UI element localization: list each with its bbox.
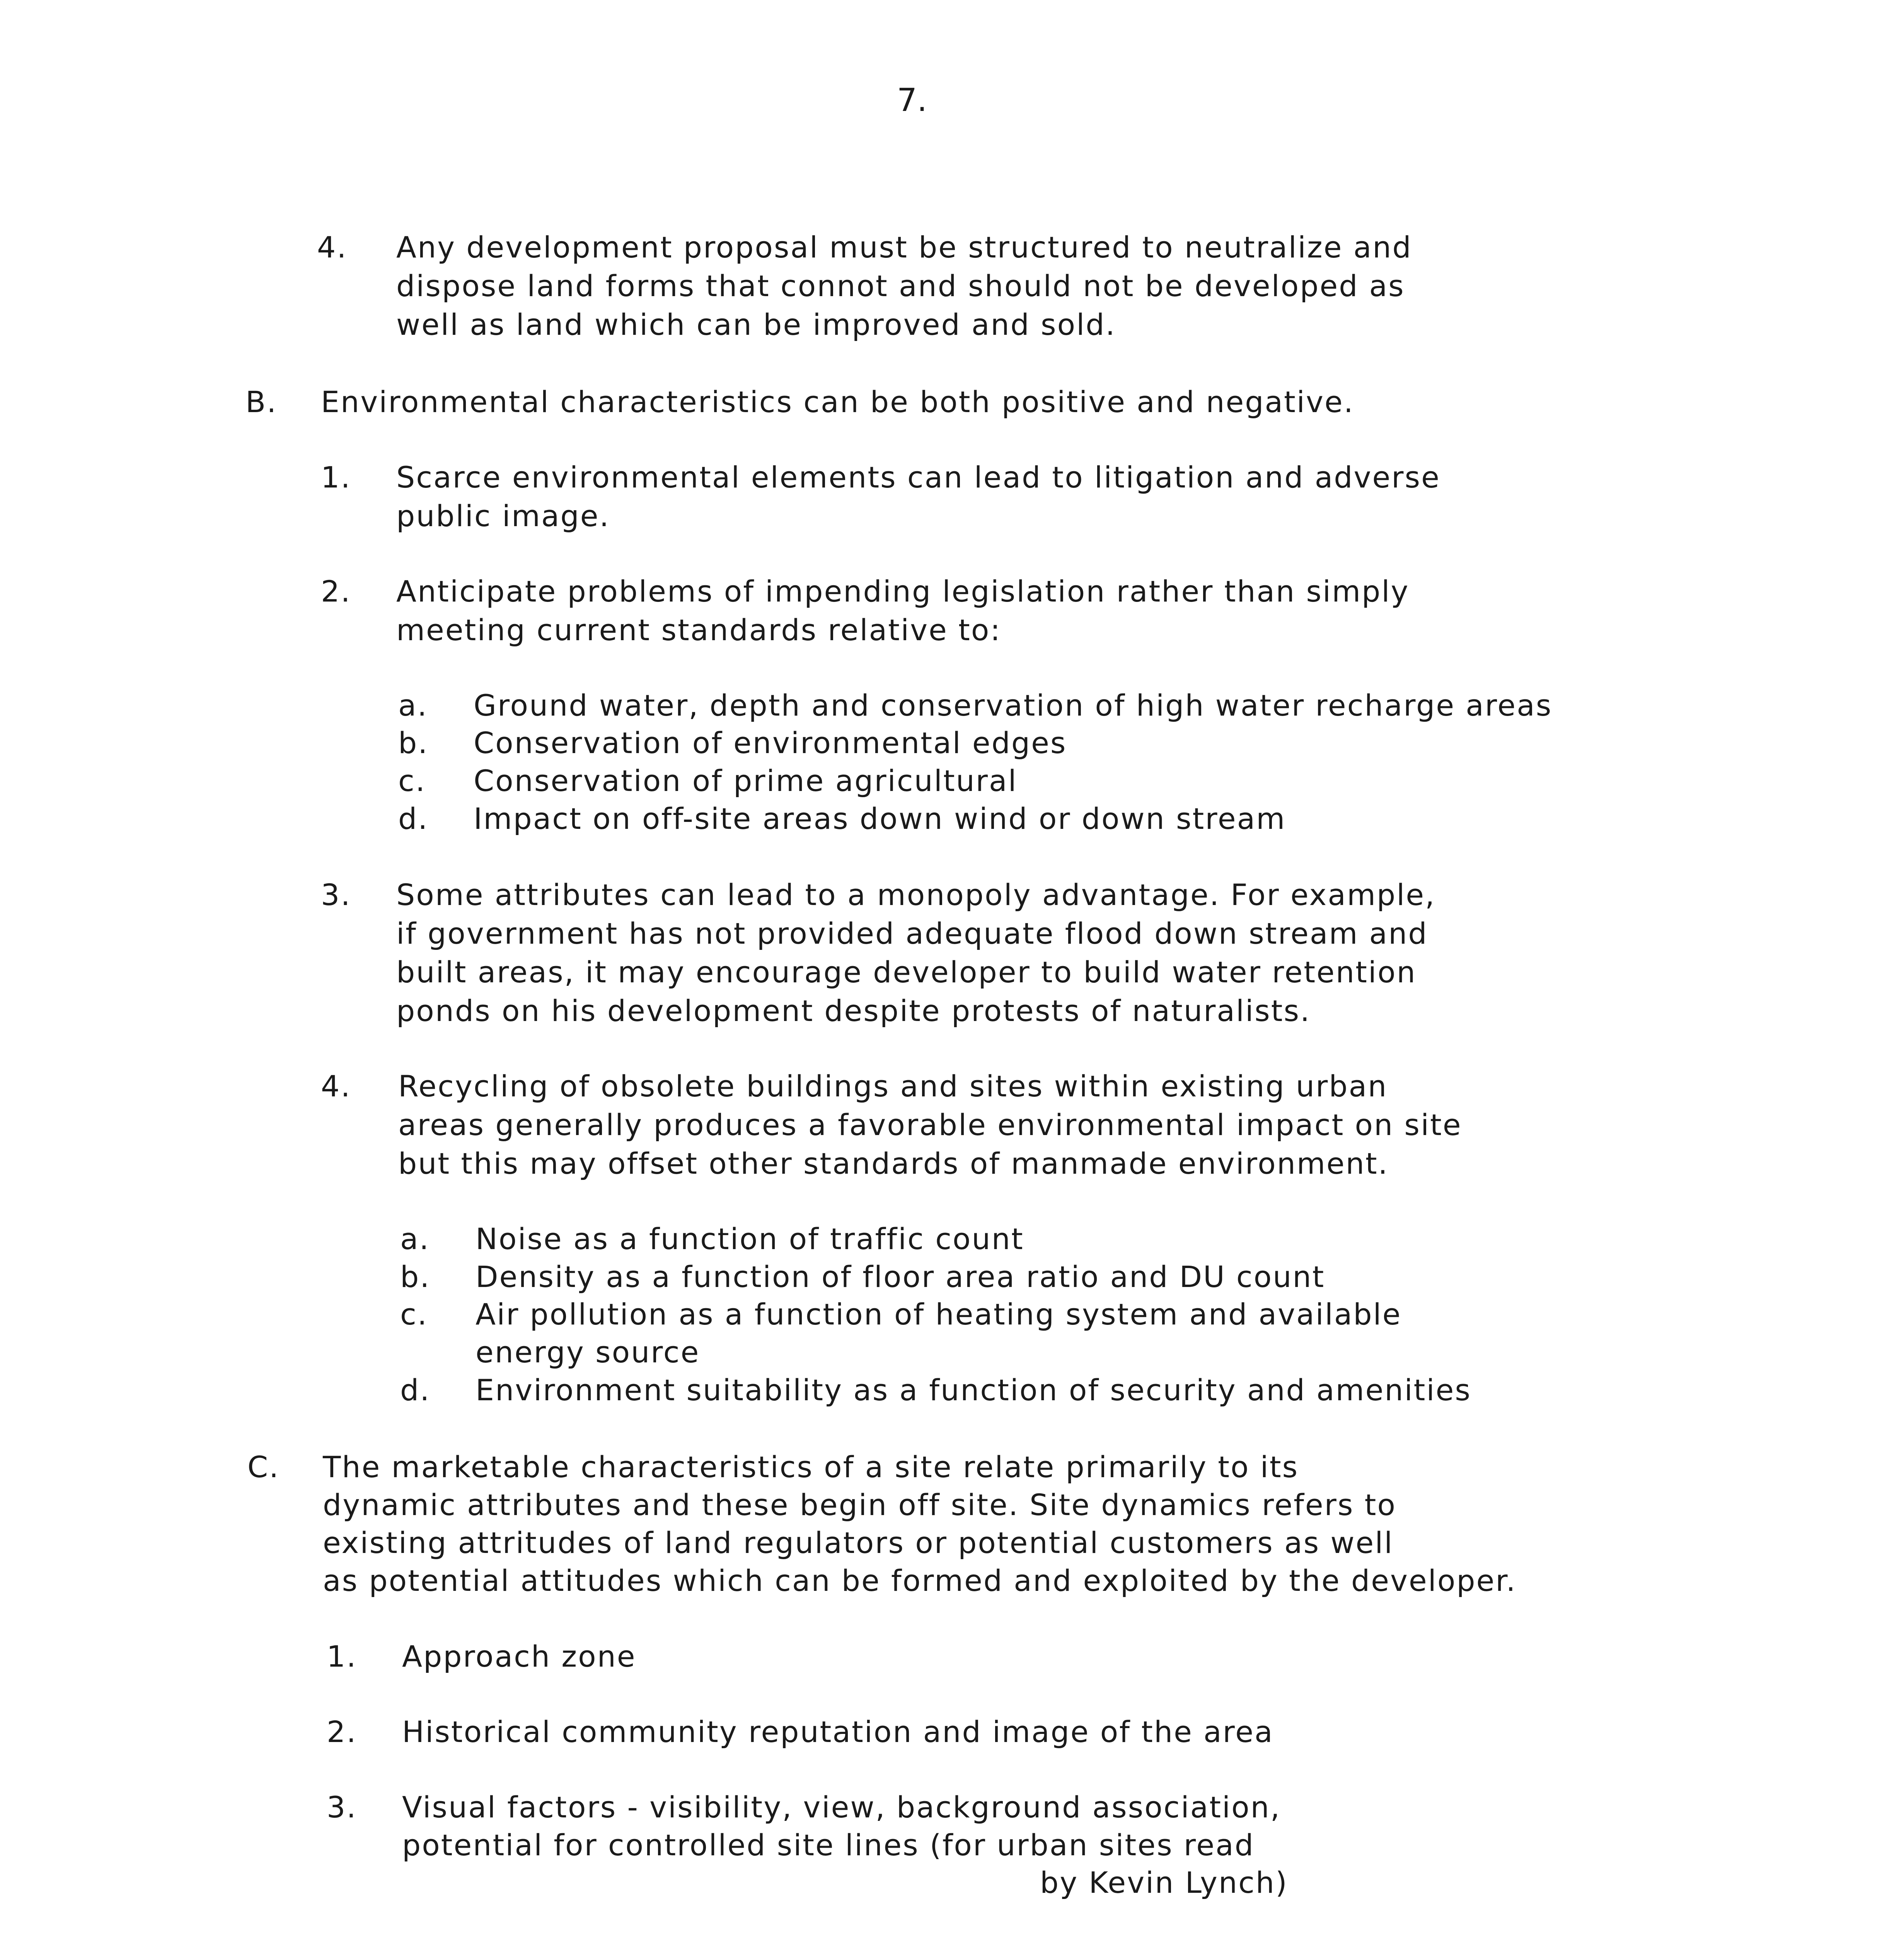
item-marker: 1. xyxy=(327,1639,357,1674)
subitem-marker: c. xyxy=(400,1297,428,1331)
item-marker: 2. xyxy=(321,574,351,609)
paragraph-line: Any development proposal must be structured to neutralize and xyxy=(396,230,1412,264)
subitem-marker: a. xyxy=(400,1222,430,1256)
subitem-marker: d. xyxy=(400,1373,431,1407)
page-number: 7. xyxy=(897,82,927,119)
subitem-marker: b. xyxy=(398,726,429,760)
item-marker: 1. xyxy=(321,460,351,494)
paragraph-line: but this may offset other standards of manmade environment. xyxy=(398,1146,1389,1181)
subitem-line: Impact on off-site areas down wind or down stream xyxy=(474,801,1286,836)
subitem-marker: a. xyxy=(398,688,428,723)
subitem-marker: d. xyxy=(398,801,429,836)
paragraph-line: Approach zone xyxy=(402,1639,636,1674)
paragraph-line: potential for controlled site lines (for urban sites read xyxy=(402,1828,1255,1862)
paragraph-line: as potential attitudes which can be formed and exploited by the developer. xyxy=(323,1563,1517,1598)
paragraph-line: dynamic attributes and these begin off site. Site dynamics refers to xyxy=(323,1488,1396,1522)
subitem-marker: b. xyxy=(400,1260,431,1294)
section-marker: C. xyxy=(247,1450,280,1484)
paragraph-line: areas generally produces a favorable environmental impact on site xyxy=(398,1108,1462,1142)
paragraph-line: Scarce environmental elements can lead to litigation and adverse xyxy=(396,460,1440,494)
subitem-marker: c. xyxy=(398,764,426,798)
paragraph-line: existing attritudes of land regulators or potential customers as well xyxy=(323,1526,1394,1560)
item-marker: 3. xyxy=(327,1790,357,1824)
paragraph-line: meeting current standards relative to: xyxy=(396,613,1001,647)
subitem-line: Ground water, depth and conservation of high water recharge areas xyxy=(474,688,1553,723)
subitem-line: Conservation of prime agricultural xyxy=(474,764,1018,798)
section-heading: Environmental characteristics can be both positive and negative. xyxy=(321,385,1354,419)
paragraph-line: well as land which can be improved and sold. xyxy=(396,307,1116,342)
item-marker: 4. xyxy=(321,1069,351,1103)
subitem-line: Air pollution as a function of heating system and available xyxy=(476,1297,1402,1331)
paragraph-line: ponds on his development despite protests of naturalists. xyxy=(396,994,1311,1028)
subitem-line: Conservation of environmental edges xyxy=(474,726,1067,760)
paragraph-line: Visual factors - visibility, view, background association, xyxy=(402,1790,1281,1824)
item-marker: 3. xyxy=(321,878,351,912)
paragraph-line: dispose land forms that connot and should not be developed as xyxy=(396,269,1405,303)
item-marker: 4. xyxy=(317,230,348,264)
paragraph-line: public image. xyxy=(396,499,610,533)
paragraph-line: Some attributes can lead to a monopoly advantage. For example, xyxy=(396,878,1436,912)
paragraph-line: built areas, it may encourage developer to build water retention xyxy=(396,955,1416,989)
subitem-line: Environment suitability as a function of security and amenities xyxy=(476,1373,1471,1407)
subitem-line: Noise as a function of traffic count xyxy=(476,1222,1024,1256)
paragraph-line: Recycling of obsolete buildings and sites within existing urban xyxy=(398,1069,1388,1103)
subitem-line: Density as a function of floor area ratio and DU count xyxy=(476,1260,1325,1294)
paragraph-line: if government has not provided adequate flood down stream and xyxy=(396,916,1428,951)
paragraph-line: Anticipate problems of impending legislation rather than simply xyxy=(396,574,1410,609)
item-marker: 2. xyxy=(327,1715,357,1749)
paragraph-line: The marketable characteristics of a site relate primarily to its xyxy=(323,1450,1299,1484)
paragraph-line: Historical community reputation and image of the area xyxy=(402,1715,1274,1749)
subitem-line: energy source xyxy=(476,1335,700,1369)
section-marker: B. xyxy=(245,385,278,419)
paragraph-line: by Kevin Lynch) xyxy=(1040,1865,1288,1900)
